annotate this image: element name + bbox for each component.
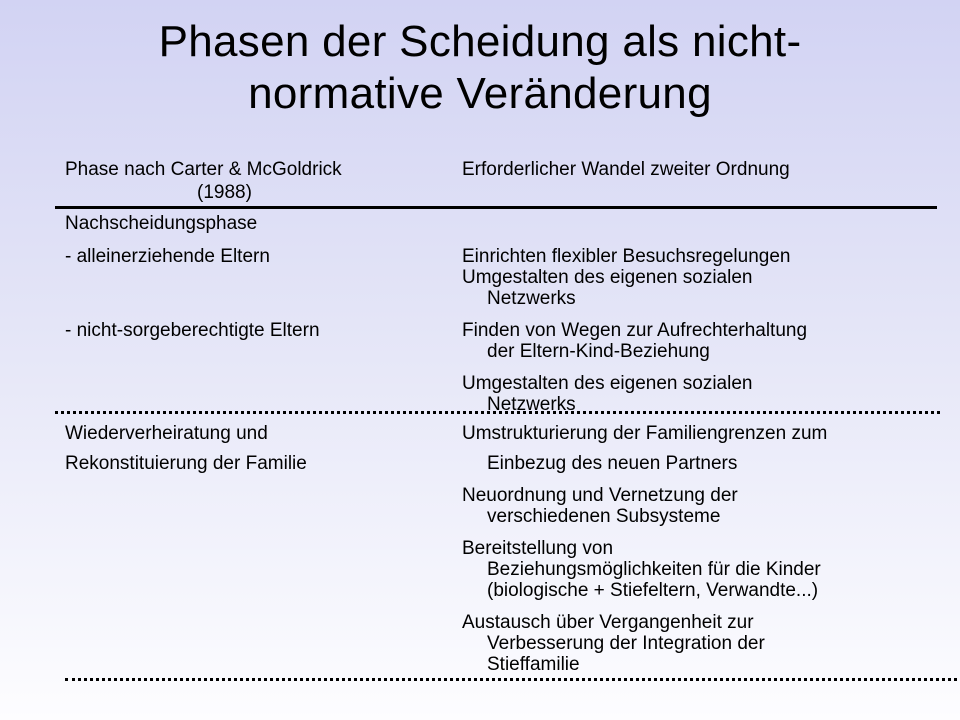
header-left-line-2: (1988)	[197, 182, 252, 203]
section-divider	[55, 411, 940, 414]
row1-item-2: Umgestalten des eigenen sozialen	[462, 267, 753, 288]
s2-item-2: Neuordnung und Vernetzung der	[462, 485, 738, 506]
section2-left	[65, 423, 307, 474]
row1-left: - alleinerziehende Eltern	[65, 246, 270, 267]
header-left	[65, 159, 342, 203]
row2-item-2: Umgestalten des eigenen sozialen	[462, 373, 753, 394]
bottom-divider	[65, 678, 957, 681]
section1-heading: Nachscheidungsphase	[65, 213, 258, 234]
s2-item-1: Umstrukturierung der Familiengrenzen zum	[462, 423, 828, 444]
row2-item-2-cont: Netzwerks	[487, 394, 576, 415]
section2-left-line-1: Wiederverheiratung und	[65, 423, 268, 444]
row1-item-1: Einrichten flexibler Besuchsregelungen	[462, 246, 791, 267]
s2-item-3: Bereitstellung von	[462, 538, 614, 559]
title-line-1: Phasen der Scheidung als nicht-	[158, 17, 802, 66]
s2-item-3-cont-2: (biologische + Stiefeltern, Verwandte...)	[487, 580, 819, 601]
section2-left-line-2: Rekonstituierung der Familie	[65, 453, 307, 474]
s2-item-2-cont: verschiedenen Subsysteme	[487, 506, 721, 527]
row1-right	[462, 246, 952, 309]
slide-title	[0, 16, 960, 120]
s2-item-4-cont-1: Verbesserung der Integration der	[487, 633, 765, 654]
row2-item-1: Finden von Wegen zur Aufrechterhaltung	[462, 320, 808, 341]
title-line-2: normative Veränderung	[248, 69, 712, 118]
header-left-line-1: Phase nach Carter & McGoldrick	[65, 159, 342, 180]
header-rule	[55, 206, 937, 209]
row1-item-2-cont: Netzwerks	[487, 288, 576, 309]
row2-item-1-cont: der Eltern-Kind-Beziehung	[487, 341, 710, 362]
s2-item-4-cont-2: Stieffamilie	[487, 654, 580, 675]
s2-item-4: Austausch über Vergangenheit zur	[462, 612, 754, 633]
row2-right	[462, 320, 952, 415]
s2-item-1-cont: Einbezug des neuen Partners	[487, 453, 738, 474]
header-right: Erforderlicher Wandel zweiter Ordnung	[462, 159, 790, 180]
s2-item-3-cont-1: Beziehungsmöglichkeiten für die Kinder	[487, 559, 821, 580]
row2-left: - nicht-sorgeberechtigte Eltern	[65, 320, 320, 341]
section2-right	[462, 423, 952, 675]
